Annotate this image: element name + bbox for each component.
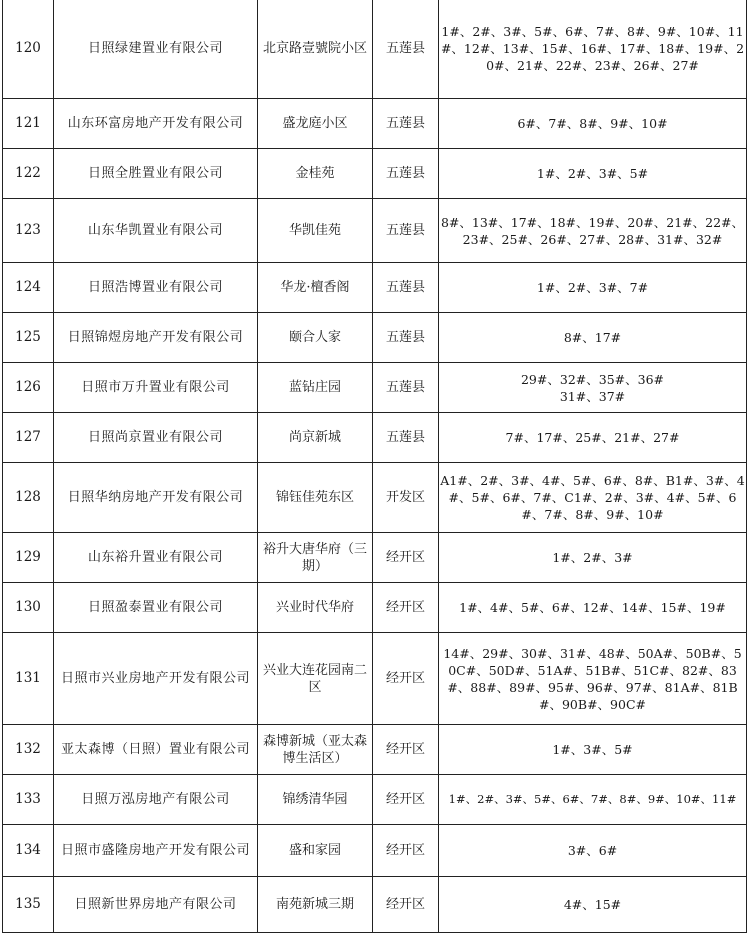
company-name: 日照全胜置业有限公司 [54,149,258,199]
company-name: 日照市兴业房地产开发有限公司 [54,633,258,725]
building-numbers: 1#、2#、3#、7# [439,263,747,313]
table-row [3,99,747,149]
district: 经开区 [373,775,439,825]
building-numbers: 1#、3#、5# [439,725,747,775]
building-numbers: 8#、13#、17#、18#、19#、20#、21#、22#、23#、25#、26#、27#、28#、31#、32# [439,199,747,263]
table-row [3,583,747,633]
row-number: 126 [3,363,54,413]
project-name: 兴业时代华府 [258,583,373,633]
company-name: 日照盈泰置业有限公司 [54,583,258,633]
company-name: 山东环富房地产开发有限公司 [54,99,258,149]
row-number: 123 [3,199,54,263]
table-row [3,725,747,775]
project-name: 锦绣清华园 [258,775,373,825]
building-numbers: 29#、32#、35#、36# 31#、37# [439,363,747,413]
table-row [3,0,747,99]
district: 经开区 [373,725,439,775]
building-numbers: 8#、17# [439,313,747,363]
table-row [3,633,747,725]
company-name: 日照华纳房地产开发有限公司 [54,463,258,533]
table-row [3,825,747,877]
table-row [3,413,747,463]
table-row [3,313,747,363]
district: 经开区 [373,633,439,725]
building-numbers: 14#、29#、30#、31#、48#、50A#、50B#、50C#、50D#、51A#、51B#、51C#、82#、83#、88#、89#、95#、96#、97#、81A#、81B#、90B#、90C# [439,633,747,725]
project-name: 蓝钻庄园 [258,363,373,413]
row-number: 129 [3,533,54,583]
project-name: 盛和家园 [258,825,373,877]
row-number: 122 [3,149,54,199]
row-number: 135 [3,877,54,933]
building-numbers: 7#、17#、25#、21#、27# [439,413,747,463]
row-number: 121 [3,99,54,149]
project-name: 裕升大唐华府（三期） [258,533,373,583]
company-name: 山东华凯置业有限公司 [54,199,258,263]
company-name: 日照锦煜房地产开发有限公司 [54,313,258,363]
row-number: 128 [3,463,54,533]
row-number: 130 [3,583,54,633]
building-numbers: 1#、2#、3#、5#、6#、7#、8#、9#、10#、11# [439,775,747,825]
project-name: 锦钰佳苑东区 [258,463,373,533]
project-name: 金桂苑 [258,149,373,199]
building-numbers: 6#、7#、8#、9#、10# [439,99,747,149]
district: 五莲县 [373,0,439,99]
district: 五莲县 [373,149,439,199]
table-row [3,199,747,263]
row-number: 125 [3,313,54,363]
project-name: 颐合人家 [258,313,373,363]
table-body [3,0,747,933]
table-row [3,775,747,825]
building-numbers: 1#、4#、5#、6#、12#、14#、15#、19# [439,583,747,633]
company-name: 日照新世界房地产有限公司 [54,877,258,933]
building-numbers: 1#、2#、3# [439,533,747,583]
district: 经开区 [373,825,439,877]
table-row [3,877,747,933]
company-name: 日照万泓房地产有限公司 [54,775,258,825]
district: 经开区 [373,583,439,633]
company-name: 日照市盛隆房地产开发有限公司 [54,825,258,877]
table-row [3,533,747,583]
district: 经开区 [373,533,439,583]
project-name: 南苑新城三期 [258,877,373,933]
row-number: 133 [3,775,54,825]
district: 经开区 [373,877,439,933]
project-name: 盛龙庭小区 [258,99,373,149]
building-numbers: 4#、15# [439,877,747,933]
company-name: 日照尚京置业有限公司 [54,413,258,463]
row-number: 131 [3,633,54,725]
company-name: 山东裕升置业有限公司 [54,533,258,583]
row-number: 120 [3,0,54,99]
project-name: 森博新城（亚太森博生活区） [258,725,373,775]
row-number: 132 [3,725,54,775]
company-name: 日照市万升置业有限公司 [54,363,258,413]
district: 五莲县 [373,199,439,263]
project-name: 北京路壹號院小区 [258,0,373,99]
project-name: 兴业大连花园南二区 [258,633,373,725]
building-numbers: 1#、2#、3#、5# [439,149,747,199]
company-name: 亚太森博（日照）置业有限公司 [54,725,258,775]
district: 五莲县 [373,363,439,413]
table-row [3,263,747,313]
project-table [2,0,747,933]
table-row [3,149,747,199]
table-row [3,463,747,533]
district: 开发区 [373,463,439,533]
building-numbers: 3#、6# [439,825,747,877]
row-number: 127 [3,413,54,463]
project-name: 华龙·檀香阁 [258,263,373,313]
row-number: 134 [3,825,54,877]
building-numbers: 1#、2#、3#、5#、6#、7#、8#、9#、10#、11#、12#、13#、15#、16#、17#、18#、19#、20#、21#、22#、23#、26#、27# [439,0,747,99]
project-name: 尚京新城 [258,413,373,463]
project-name: 华凯佳苑 [258,199,373,263]
district: 五莲县 [373,99,439,149]
row-number: 124 [3,263,54,313]
company-name: 日照绿建置业有限公司 [54,0,258,99]
table-row [3,363,747,413]
district: 五莲县 [373,263,439,313]
district: 五莲县 [373,313,439,363]
district: 五莲县 [373,413,439,463]
company-name: 日照浩博置业有限公司 [54,263,258,313]
building-numbers: A1#、2#、3#、4#、5#、6#、8#、B1#、3#、4#、5#、6#、7#、C1#、2#、3#、4#、5#、6#、7#、8#、9#、10# [439,463,747,533]
